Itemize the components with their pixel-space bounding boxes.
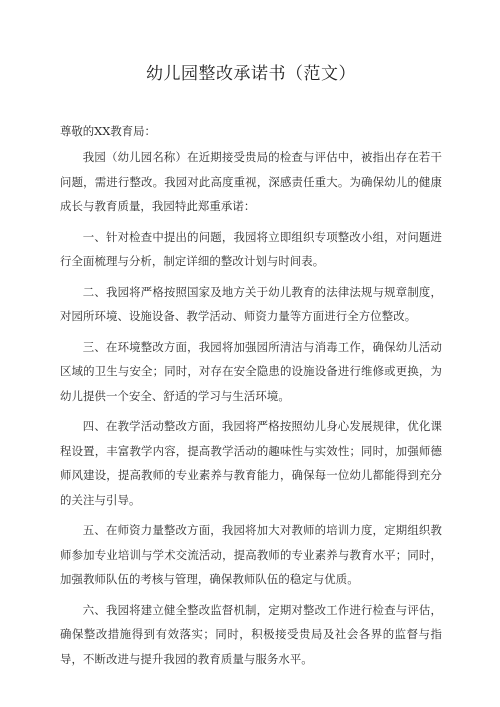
paragraph-intro: 我园（幼儿园名称）在近期接受贵局的检查与评估中，被指出存在若干问题，需进行整改。我园对此高度重视，深感责任重大。为确保幼儿的健康成长与教育质量，我园特此郑重承诺： <box>60 150 442 213</box>
paragraph-item-4: 四、在教学活动整改方面，我园将严格按照幼儿身心发展规律，优化课程设置，丰富教学内容，提高教学活动的趣味性与实效性；同时，加强师德师风建设，提高教师的专业素养与教育能力，确保每一位幼儿都能得到充分的关注与引导。 <box>60 419 442 507</box>
document-title: 幼儿园整改承诺书（范文） <box>146 64 356 84</box>
paragraph-item-6: 六、我园将建立健全整改监督机制，定期对整改工作进行检查与评估，确保整改措施得到有效落实；同时，积极接受贵局及社会各界的监督与指导，不断改进与提升我园的教育质量与服务水平。 <box>60 602 442 666</box>
paragraph-item-3: 三、在环境整改方面，我园将加强园所清洁与消毒工作，确保幼儿活动区域的卫生与安全；同时，对存在安全隐患的设施设备进行维修或更换，为幼儿提供一个安全、舒适的学习与生活环境。 <box>60 339 442 403</box>
paragraph-item-5: 五、在师资力量整改方面，我园将加大对教师的培训力度，定期组织教师参加专业培训与学术交流活动，提高教师的专业素养与教育水平；同时，加强教师队伍的考核与管理，确保教师队伍的稳定与优质。 <box>60 523 442 586</box>
paragraph-item-2: 二、我园将严格按照国家及地方关于幼儿教育的法律法规与规章制度，对园所环境、设施设备、教学活动、师资力量等方面进行全方位整改。 <box>60 284 442 323</box>
paragraph-item-1: 一、针对检查中提出的问题，我园将立即组织专项整改小组，对问题进行全面梳理与分析，制定详细的整改计划与时间表。 <box>60 229 442 268</box>
salutation: 尊敬的XX教育局： <box>60 124 156 138</box>
